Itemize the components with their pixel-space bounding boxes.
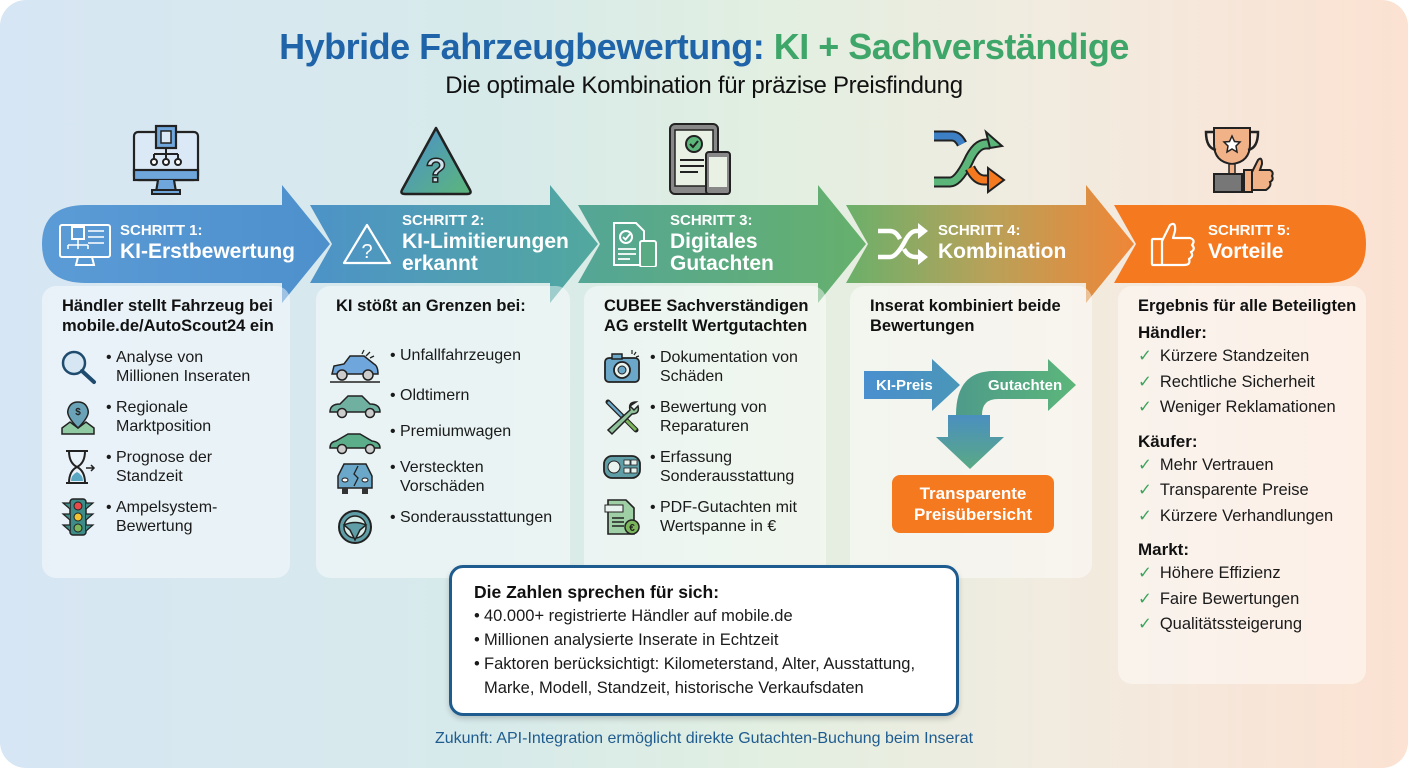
step-number: SCHRITT 3: xyxy=(670,212,753,229)
list-item: ✓ Kürzere Standzeiten xyxy=(1138,347,1310,365)
step-number: SCHRITT 5: xyxy=(1208,222,1291,239)
hourglass-icon xyxy=(58,448,98,486)
benefits-list xyxy=(1138,296,1368,638)
step-1-card xyxy=(42,286,290,578)
list-item: ✓ Transparente Preise xyxy=(1138,481,1309,499)
shuffle-icon xyxy=(876,221,930,267)
card-heading: KI stößt an Grenzen bei: xyxy=(336,297,526,315)
check-icon: ✓ xyxy=(1138,506,1152,525)
stats-heading: Die Zahlen sprechen für sich: xyxy=(474,582,720,602)
list-item: • Erfassung Sonderausstattung xyxy=(602,448,800,486)
appraisal-label: Gutachten xyxy=(988,377,1063,394)
check-icon: ✓ xyxy=(1138,564,1152,582)
list-item: € • PDF-Gutachten mit Wertspanne in € xyxy=(602,498,800,536)
card-heading: CUBEE Sachverständigen AG erstellt Wertgutachten xyxy=(604,297,809,335)
stats-box xyxy=(449,565,959,716)
list-item: ✓ Qualitätssteigerung xyxy=(1138,615,1302,633)
check-icon: ✓ xyxy=(1138,372,1152,391)
warning-question-icon xyxy=(340,221,394,267)
group-title-dealer: Händler: xyxy=(1138,323,1207,342)
classic-car-icon xyxy=(328,386,382,424)
check-icon: ✓ xyxy=(1138,398,1152,416)
list-item: • Analyse von Millionen Inseraten xyxy=(58,348,256,386)
title-part-1: Hybride Fahrzeugbewertung: xyxy=(279,26,765,67)
stats-item: • Faktoren berücksichtigt: Kilometerstand, Alter, Ausstattung, Marke, Modell, Standzeit, historische Verkaufsdaten xyxy=(474,652,944,700)
stats-item: • 40.000+ registrierte Händler auf mobile.de xyxy=(474,604,956,628)
sports-car-icon xyxy=(328,422,382,460)
list-item: • Oldtimern xyxy=(328,386,469,424)
magnifier-icon xyxy=(58,348,98,386)
svg-text:?: ? xyxy=(361,241,373,263)
list-item: • Unfallfahrzeugen xyxy=(328,346,521,384)
list-item: • Sonderausstattungen xyxy=(328,508,552,546)
step-5-card xyxy=(1118,286,1366,684)
step-3-card xyxy=(584,286,826,578)
svg-text:?: ? xyxy=(425,152,447,190)
stats-item: • Millionen analysierte Inserate in Echtzeit xyxy=(474,628,956,652)
document-phone-icon xyxy=(610,221,664,267)
list-item: ✓ Weniger Reklamationen xyxy=(1138,398,1336,416)
list-item: ✓ Kürzere Verhandlungen xyxy=(1138,506,1334,525)
damaged-car-icon xyxy=(328,346,382,384)
list-item: • Prognose der Standzeit xyxy=(58,448,256,486)
step-name: Kombination xyxy=(938,240,1067,263)
card-heading: Ergebnis für alle Beteiligten xyxy=(1138,297,1357,315)
tools-icon xyxy=(602,398,642,436)
list-item: • Ampelsystem-Bewertung xyxy=(58,498,256,536)
map-pin-dollar-icon xyxy=(58,398,98,436)
check-icon: ✓ xyxy=(1138,455,1152,474)
list-item: ✓ Mehr Vertrauen xyxy=(1138,455,1274,474)
list-item: • Versteckten Vorschäden xyxy=(328,458,540,496)
combination-diagram xyxy=(864,355,1084,535)
pdf-euro-icon xyxy=(602,498,642,536)
title-part-2: KI + Sachverständige xyxy=(773,26,1129,67)
ki-price-label: KI-Preis xyxy=(876,377,933,394)
check-icon: ✓ xyxy=(1138,615,1152,633)
list-item: • Premiumwagen xyxy=(328,422,511,460)
list-item: ✓ Höhere Effizienz xyxy=(1138,564,1281,582)
step-name: Digitales Gutachten xyxy=(670,230,774,276)
traffic-light-icon xyxy=(58,498,98,536)
step-number: SCHRITT 1: xyxy=(120,222,203,239)
thumbs-up-icon xyxy=(1150,221,1204,267)
list-item: $ • Regionale Marktposition xyxy=(58,398,256,436)
svg-text:€: € xyxy=(629,523,635,534)
step-name: Vorteile xyxy=(1208,240,1284,263)
check-icon: ✓ xyxy=(1138,347,1152,365)
list-item: • Dokumentation von Schäden xyxy=(602,348,800,386)
card-heading: Händler stellt Fahrzeug bei mobile.de/AutoScout24 ein xyxy=(62,297,274,335)
group-title-buyer: Käufer: xyxy=(1138,431,1198,451)
list-item: ✓ Rechtliche Sicherheit xyxy=(1138,372,1315,391)
steering-wheel-icon xyxy=(328,508,382,546)
page-title xyxy=(0,26,1408,68)
svg-text:$: $ xyxy=(75,407,81,418)
step-2-card xyxy=(316,286,570,578)
computer-chip-icon xyxy=(58,221,112,267)
dashboard-icon xyxy=(602,448,642,486)
step-name: KI-Erstbewertung xyxy=(120,240,296,263)
check-icon: ✓ xyxy=(1138,481,1152,499)
step-number: SCHRITT 4: xyxy=(938,222,1021,239)
check-icon: ✓ xyxy=(1138,589,1152,608)
transparent-price-overview-badge: Transparente Preisübersicht xyxy=(892,475,1054,533)
group-title-market: Markt: xyxy=(1138,540,1190,559)
card-heading: Inserat kombiniert beide Bewertungen xyxy=(870,297,1061,335)
list-item: ✓ Faire Bewertungen xyxy=(1138,589,1300,608)
camera-icon xyxy=(602,348,642,386)
footer-note: Zukunft: API-Integration ermöglicht direkte Gutachten-Buchung beim Inserat xyxy=(434,730,974,747)
step-number: SCHRITT 2: xyxy=(402,212,485,229)
list-item: • Bewertung von Reparaturen xyxy=(602,398,800,436)
car-front-damage-icon xyxy=(328,458,382,496)
page-subtitle: Die optimale Kombination für präzise Preisfindung xyxy=(445,72,963,99)
step-name: KI-Limitierungen erkannt xyxy=(402,230,569,276)
